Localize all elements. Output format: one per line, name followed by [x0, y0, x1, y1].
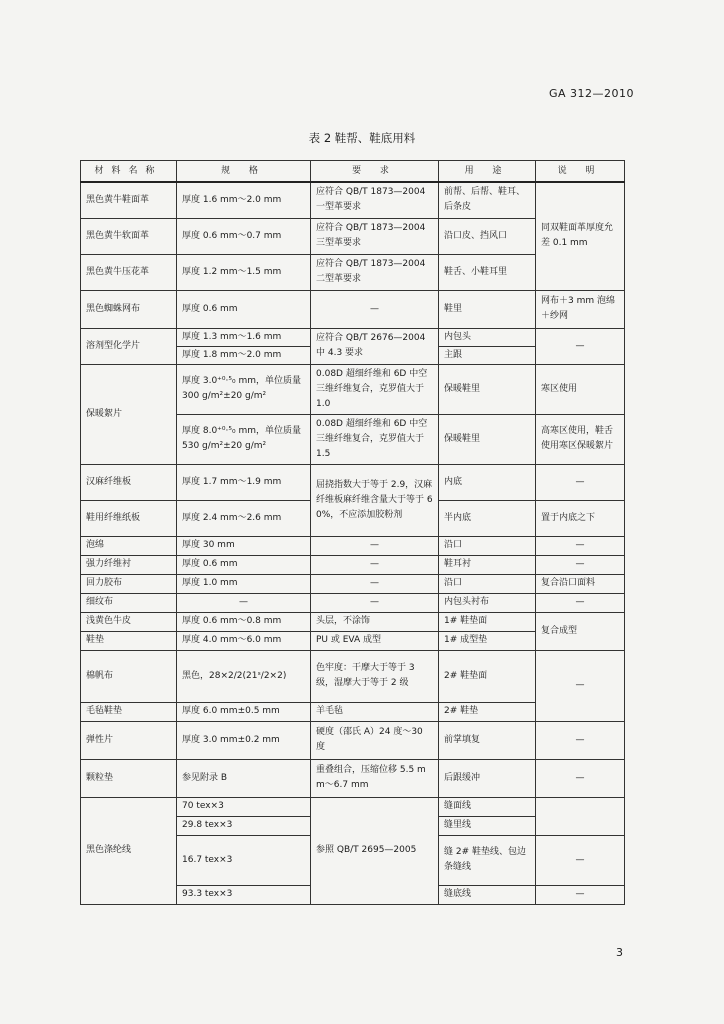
cell-note: — — [536, 536, 625, 555]
cell-name: 黑色黄牛软面革 — [81, 218, 177, 254]
cell-note: — — [536, 885, 625, 904]
table-row — [81, 536, 625, 555]
cell-name: 黑色涤纶线 — [81, 797, 177, 904]
cell-note: — — [536, 835, 625, 885]
cell-name: 细纹布 — [81, 593, 177, 612]
cell-use: 鞋里 — [439, 290, 536, 328]
cell-use: 缝面线 — [439, 797, 536, 816]
cell-note: 置于内底之下 — [536, 500, 625, 536]
cell-use: 1# 鞋垫面 — [439, 612, 536, 631]
cell-name: 鞋垫 — [81, 631, 177, 650]
col-material-name: 材料名称 — [81, 161, 177, 183]
cell-name: 泡绵 — [81, 536, 177, 555]
cell-use: 沿口皮、挡风口 — [439, 218, 536, 254]
cell-spec: 70 tex×3 — [177, 797, 311, 816]
cell-spec: 厚度 3.0 mm±0.2 mm — [177, 721, 311, 759]
cell-name: 弹性片 — [81, 721, 177, 759]
cell-name: 浅黄色牛皮 — [81, 612, 177, 631]
cell-use: 沿口 — [439, 574, 536, 593]
cell-req: 应符合 QB/T 2676—2004 中 4.3 要求 — [311, 328, 439, 364]
cell-use: 主跟 — [439, 346, 536, 364]
cell-spec: — — [177, 593, 311, 612]
cell-req: — — [311, 290, 439, 328]
col-note: 说 明 — [536, 161, 625, 183]
cell-use: 鞋耳衬 — [439, 555, 536, 574]
cell-use: 1# 成型垫 — [439, 631, 536, 650]
cell-use: 缝 2# 鞋垫线、包边条缝线 — [439, 835, 536, 885]
cell-spec: 16.7 tex×3 — [177, 835, 311, 885]
cell-req: 0.08D 超细纤维和 6D 中空三维纤维复合，克罗值大于 1.5 — [311, 414, 439, 464]
cell-use: 保暖鞋里 — [439, 364, 536, 414]
col-spec: 规 格 — [177, 161, 311, 183]
cell-req: 硬度（邵氏 A）24 度～30 度 — [311, 721, 439, 759]
cell-use: 内包头衬布 — [439, 593, 536, 612]
cell-req: — — [311, 536, 439, 555]
cell-spec: 参见附录 B — [177, 759, 311, 797]
cell-note: — — [536, 328, 625, 364]
cell-spec: 厚度 8.0⁺⁰·⁵₀ mm，单位质量 530 g/m²±20 g/m² — [177, 414, 311, 464]
cell-name: 黑色黄牛鞋面革 — [81, 182, 177, 218]
cell-use: 前掌填复 — [439, 721, 536, 759]
cell-req: — — [311, 574, 439, 593]
table-row — [81, 328, 625, 346]
cell-use: 鞋舌、小鞋耳里 — [439, 254, 536, 290]
cell-spec: 厚度 6.0 mm±0.5 mm — [177, 702, 311, 721]
col-usage: 用 途 — [439, 161, 536, 183]
cell-spec: 厚度 0.6 mm～0.8 mm — [177, 612, 311, 631]
materials-table — [80, 160, 625, 905]
cell-name: 黑色蜘蛛网布 — [81, 290, 177, 328]
cell-req: 参照 QB/T 2695—2005 — [311, 797, 439, 904]
table-row — [81, 593, 625, 612]
table-row — [81, 759, 625, 797]
cell-name: 颗粒垫 — [81, 759, 177, 797]
cell-spec: 厚度 1.8 mm～2.0 mm — [177, 346, 311, 364]
cell-use: 前帮、后帮、鞋耳、后条皮 — [439, 182, 536, 218]
table-row — [81, 797, 625, 816]
cell-spec: 厚度 4.0 mm～6.0 mm — [177, 631, 311, 650]
cell-spec: 厚度 0.6 mm — [177, 290, 311, 328]
col-requirement: 要 求 — [311, 161, 439, 183]
cell-spec: 29.8 tex×3 — [177, 816, 311, 835]
cell-req: 头层，不涂饰 — [311, 612, 439, 631]
cell-use: 内底 — [439, 464, 536, 500]
cell-note: 高寒区使用，鞋舌使用寒区保暖絮片 — [536, 414, 625, 464]
cell-req: — — [311, 555, 439, 574]
cell-name: 汉麻纤维板 — [81, 464, 177, 500]
cell-note: — — [536, 593, 625, 612]
cell-note: 同双鞋面革厚度允差 0.1 mm — [536, 182, 625, 290]
cell-use: 缝里线 — [439, 816, 536, 835]
table-header-row — [81, 161, 625, 183]
page-number: 3 — [616, 946, 623, 959]
cell-name: 强力纤维衬 — [81, 555, 177, 574]
cell-name: 黑色黄牛压花革 — [81, 254, 177, 290]
cell-use: 半内底 — [439, 500, 536, 536]
cell-spec: 厚度 1.3 mm～1.6 mm — [177, 328, 311, 346]
cell-spec: 厚度 1.0 mm — [177, 574, 311, 593]
cell-spec: 93.3 tex×3 — [177, 885, 311, 904]
cell-use: 沿口 — [439, 536, 536, 555]
cell-req: 应符合 QB/T 1873—2004 三型革要求 — [311, 218, 439, 254]
cell-req: 重叠组合，压缩位移 5.5 mm～6.7 mm — [311, 759, 439, 797]
cell-note: — — [536, 464, 625, 500]
cell-req: PU 或 EVA 成型 — [311, 631, 439, 650]
table-row — [81, 650, 625, 702]
cell-note: 复合沿口面料 — [536, 574, 625, 593]
table-row — [81, 464, 625, 500]
cell-req: 0.08D 超细纤维和 6D 中空三维纤维复合，克罗值大于 1.0 — [311, 364, 439, 414]
cell-note: — — [536, 555, 625, 574]
cell-req: 屈挠指数大于等于 2.9，汉麻纤维板麻纤维含量大于等于 60%，不应添加胶粉剂 — [311, 464, 439, 536]
table-row — [81, 612, 625, 631]
cell-spec: 黑色，28×2/2(21ˢ/2×2) — [177, 650, 311, 702]
cell-note — [536, 797, 625, 835]
cell-use: 后跟缓冲 — [439, 759, 536, 797]
cell-name: 保暖絮片 — [81, 364, 177, 464]
cell-note: 复合成型 — [536, 612, 625, 650]
table-row — [81, 721, 625, 759]
cell-spec: 厚度 1.2 mm～1.5 mm — [177, 254, 311, 290]
cell-req: 应符合 QB/T 1873—2004 二型革要求 — [311, 254, 439, 290]
cell-spec: 厚度 3.0⁺⁰·⁵₀ mm，单位质量 300 g/m²±20 g/m² — [177, 364, 311, 414]
table-row — [81, 364, 625, 414]
cell-use: 2# 鞋垫 — [439, 702, 536, 721]
cell-note: — — [536, 721, 625, 759]
cell-use: 缝底线 — [439, 885, 536, 904]
cell-req: 羊毛毡 — [311, 702, 439, 721]
cell-spec: 厚度 30 mm — [177, 536, 311, 555]
cell-name: 溶剂型化学片 — [81, 328, 177, 364]
cell-spec: 厚度 2.4 mm～2.6 mm — [177, 500, 311, 536]
table-row — [81, 574, 625, 593]
table-row — [81, 555, 625, 574]
cell-note: 寒区使用 — [536, 364, 625, 414]
cell-spec: 厚度 0.6 mm～0.7 mm — [177, 218, 311, 254]
table-row — [81, 290, 625, 328]
table-title: 表 2 鞋帮、鞋底用料 — [308, 131, 416, 145]
cell-req: 应符合 QB/T 1873—2004 一型革要求 — [311, 182, 439, 218]
cell-use: 内包头 — [439, 328, 536, 346]
cell-use: 保暖鞋里 — [439, 414, 536, 464]
cell-req: — — [311, 593, 439, 612]
cell-spec: 厚度 0.6 mm — [177, 555, 311, 574]
cell-note: — — [536, 650, 625, 721]
standard-number: GA 312—2010 — [549, 87, 635, 100]
cell-name: 毛毡鞋垫 — [81, 702, 177, 721]
table-row — [81, 182, 625, 218]
cell-use: 2# 鞋垫面 — [439, 650, 536, 702]
cell-spec: 厚度 1.6 mm～2.0 mm — [177, 182, 311, 218]
cell-name: 回力胶布 — [81, 574, 177, 593]
cell-name: 棉帆布 — [81, 650, 177, 702]
cell-spec: 厚度 1.7 mm～1.9 mm — [177, 464, 311, 500]
cell-note: 网布＋3 mm 泡绵＋纱网 — [536, 290, 625, 328]
cell-note: — — [536, 759, 625, 797]
cell-name: 鞋用纤维纸板 — [81, 500, 177, 536]
cell-req: 色牢度：干摩大于等于 3 级，湿摩大于等于 2 级 — [311, 650, 439, 702]
